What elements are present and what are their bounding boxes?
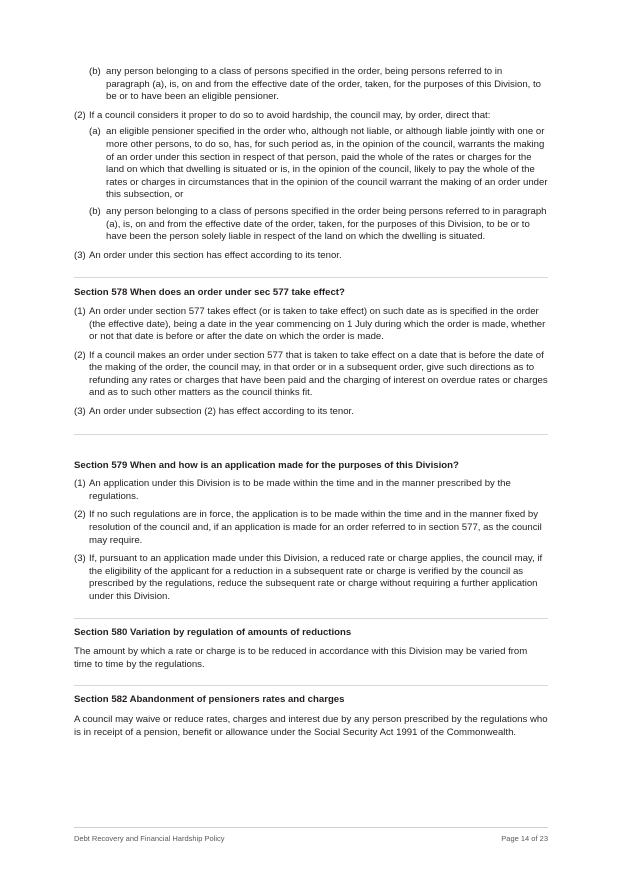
section-580-body: The amount by which a rate or charge is to be reduced in accordance with this Division may be varied from time to time by the regulations. (74, 646, 528, 670)
item-text: If a council considers it proper to do so to avoid hardship, the council may, by order, direct that: (89, 109, 491, 121)
item-number: (1) (74, 478, 86, 490)
item-1 (74, 478, 548, 503)
item-1 (74, 306, 548, 344)
item-text: any person belonging to a class of persons specified in the order, being persons referred to in paragraph (a), is, on and from the effective date of the order, taken, for the purposes of this Division, to be or to have been an eligible pensioner. (106, 66, 541, 103)
section-divider (74, 277, 548, 278)
item-text: If a council makes an order under section 577 that is taken to take effect on a date that is before the date of the making of the order, the council may, in that order or in a subsequent order, give such directions as to refunding any rates or charges that have been paid and the charging of interest on overdue rates or charges and as to such other matters as the council thinks fit. (89, 349, 548, 399)
section-divider (74, 618, 548, 619)
item-number: (b) (89, 205, 101, 217)
item-number: (3) (74, 553, 86, 565)
item-text: an eligible pensioner specified in the order who, although not liable, or although liable jointly with one or more other persons, to do so, has, for such period as, in the opinion of the council, warrants the making of an order under this section in respect of that person, paid the whole of the rates or charges for the land on which that dwelling is situated or is, in the opinion of the council, likely to pay the whole of the rates or charges in circumstances that in the opinion of the council warrant the making of an order under this subsection, or (106, 126, 548, 201)
section-577-continued (74, 66, 548, 262)
item-text: An application under this Division is to be made within the time and in the manner prescribed by the regulations. (89, 478, 511, 502)
item-number: (3) (74, 406, 86, 418)
item-number: (2) (74, 509, 86, 521)
item-text: any person belonging to a class of persons specified in the order being persons referred to in paragraph (a), is, on and from the effective date of the order, taken, for the purposes of this Division, to be or to have been the person solely liable in respect of the land on which the dwelling is situated. (106, 205, 547, 243)
section-578-heading: Section 578 When does an order under sec 577 take effect? (74, 287, 345, 299)
subitem-b (74, 206, 548, 244)
section-579-heading: Section 579 When and how is an application made for the purposes of this Division? (74, 459, 459, 471)
item-3 (74, 406, 548, 419)
item-2 (74, 110, 548, 123)
footer-page-number: Page 14 of 23 (501, 834, 548, 843)
item-3 (74, 250, 548, 263)
item-text: If, pursuant to an application made under this Division, a reduced rate or charge applies, the council may, if the eligibility of the applicant for a reduction in a subsequent rate or charge is verified by the council as prescribed by the regulations, reduce the subsequent rate or charge without requiring a further application under this Division. (89, 553, 543, 602)
section-divider (74, 434, 548, 435)
section-582-heading: Section 582 Abandonment of pensioners rates and charges (74, 694, 345, 706)
item-3 (74, 553, 548, 603)
section-divider (74, 685, 548, 686)
item-number: (a) (89, 126, 101, 138)
item-2 (74, 350, 548, 400)
item-text: An order under subsection (2) has effect according to its tenor. (89, 406, 354, 418)
item-text: An order under section 577 takes effect (or is taken to take effect) on such date as is specified in the order (the effective date), being a date in the year commencing on 1 July during which the order is made, whether or not that date is before or after the date on which the order is made. (89, 305, 546, 343)
section-582-body: A council may waive or reduce rates, charges and interest due by any person prescribed by the regulations who is in receipt of a pension, benefit or allowance under the Social Security Act 1991 of the Commonwealth. (74, 713, 548, 738)
item-number: (2) (74, 349, 86, 361)
item-text: An order under this section has effect according to its tenor. (89, 249, 342, 261)
section-579-body (74, 478, 548, 603)
section-580-heading: Section 580 Variation by regulation of amounts of reductions (74, 626, 352, 638)
footer-document-title: Debt Recovery and Financial Hardship Policy (74, 834, 225, 843)
item-number: (2) (74, 109, 86, 121)
item-number: (1) (74, 305, 86, 317)
page-footer (74, 827, 548, 846)
subitem-a (74, 126, 548, 202)
item-number: (3) (74, 249, 86, 261)
item-2 (74, 509, 548, 547)
subitem-b (74, 66, 548, 104)
item-text: If no such regulations are in force, the application is to be made within the time and in the manner fixed by resolution of the council and, if an application is made for an order referred to in section 577, as the council may require. (89, 509, 542, 546)
section-578-body (74, 306, 548, 419)
item-number: (b) (89, 66, 101, 77)
document-page (74, 66, 548, 739)
